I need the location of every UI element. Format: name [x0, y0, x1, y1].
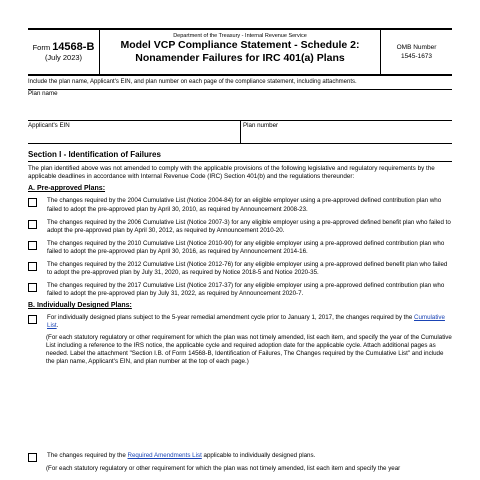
- form-label: Form: [32, 43, 51, 52]
- item-text: [47, 452, 315, 462]
- item-text: The changes required by the 2004 Cumulative List (Notice 2004-84) for an eligible employer using a pre-approved defined contribution plan who failed to adopt the pre-approved plan by April 30, 2010, as required by Announcement 2008-23.: [47, 197, 442, 213]
- department: Department of the Treasury - Internal Revenue Service: [173, 33, 307, 39]
- item-text: [47, 314, 452, 330]
- list-item: [28, 240, 452, 256]
- ein-plan-row: [28, 120, 452, 144]
- cumulative-list-link[interactable]: Cumulative List: [47, 314, 445, 330]
- subsection-a-title: A. Pre-approved Plans:: [28, 185, 106, 193]
- item-text: The changes required by the 2006 Cumulative List (Notice 2007-3) for any eligible employer using a pre-approved defined benefit plan who failed to adopt the pre-approved plan by April 30, 2012, as required by Announcement 2010-20.: [47, 218, 451, 234]
- checkbox[interactable]: [28, 315, 37, 324]
- checkbox[interactable]: [28, 453, 37, 462]
- form-page: [28, 28, 452, 473]
- item-text: The changes required by the 2012 Cumulative List (Notice 2012-76) for any eligible employer using a pre-approved defined benefit plan who failed to adopt the pre-approved plan by July 31, 2020, as required by Notice 2018-5 and Notice 2020-35.: [47, 260, 448, 277]
- list-item: [28, 314, 452, 330]
- checkbox[interactable]: [28, 220, 37, 229]
- section-intro: The plan identified above was not amended to comply with the applicable provisions of the following legislative and regulatory requirements by the applicable deadlines in accordance with Internal Revenue Code (IRC) Section 401(b) and the regulations thereunder:: [28, 165, 435, 181]
- form-number: 14568-B: [52, 41, 95, 53]
- item-b2-end: applicable to individually designed plans.: [201, 451, 316, 459]
- item-b1-end: .: [56, 322, 59, 330]
- checkbox[interactable]: [28, 283, 37, 292]
- ein-field[interactable]: [28, 121, 241, 143]
- item-text: The changes required by the 2017 Cumulative List (Notice 2017-37) for any eligible employer using a pre-approved defined contribution plan who failed to adopt the pre-approved plan by July 31, 2022, as required by Announcement 2020-7.: [47, 282, 445, 298]
- item-text: The changes required by the 2010 Cumulative List (Notice 2010-90) for any eligible employer using a pre-approved defined contribution plan who failed to adopt the pre-approved plan by April 30, 2016, as required by Announcement 2014-16.: [47, 239, 445, 255]
- checkbox[interactable]: [28, 241, 37, 250]
- plan-name-label: Plan name: [28, 90, 58, 97]
- checkbox[interactable]: [28, 262, 37, 271]
- list-item: [28, 197, 452, 213]
- item-b2-text: The changes required by the: [47, 451, 128, 459]
- omb-label: OMB Number: [396, 44, 437, 51]
- plan-number-field[interactable]: [241, 121, 452, 143]
- list-item: [28, 261, 452, 277]
- required-amendments-list-link[interactable]: Required Amendments List: [127, 451, 202, 459]
- list-item: [28, 282, 452, 298]
- item-b1-note: (For each statutory regulatory or other requirement for which the plan was not timely amended, list each item, and specify the year of the Cumulative List including a reference to the IRS notice, the applicable cycle and required adoption date for the applicable cycle. Attach additional pages as needed. Label the attachment "Section I.B. of Form 14568-B, Identification of Failures, The Changes required by the Cumulative List" and include the plan name, Applicant's EIN, and plan number at the top of each page.): [46, 333, 452, 365]
- form-title-line2: Nonamender Failures for IRC 401(a) Plans: [135, 52, 345, 64]
- list-item: [28, 219, 452, 235]
- omb-box: [380, 30, 452, 74]
- ein-label: Applicant's EIN: [28, 122, 70, 129]
- subsection-b-title: B. Individually Designed Plans:: [28, 302, 132, 310]
- item-b2-note: (For each statutory regulatory or other requirement for which the plan was not timely amended, list each item and specify the year: [46, 464, 401, 472]
- checkbox[interactable]: [28, 198, 37, 207]
- plan-name-field[interactable]: [28, 89, 452, 120]
- form-title-line1: Model VCP Compliance Statement - Schedule 2:: [120, 39, 360, 51]
- section-title: Section I - Identification of Failures: [28, 150, 452, 162]
- item-b1-text: For individually designed plans subject to the 5-year remedial amendment cycle prior to January 1, 2017, the changes required by the: [47, 314, 414, 322]
- form-header: [28, 28, 452, 76]
- omb-number: 1545-1673: [400, 53, 433, 60]
- list-item: [28, 452, 452, 462]
- instructions: Include the plan name, Applicant's EIN, and plan number on each page of the compliance statement, including attachments.: [28, 79, 357, 85]
- plan-number-label: Plan number: [243, 122, 279, 129]
- form-id-box: [28, 30, 100, 74]
- form-date: (July 2023): [44, 53, 83, 62]
- title-box: [100, 30, 380, 74]
